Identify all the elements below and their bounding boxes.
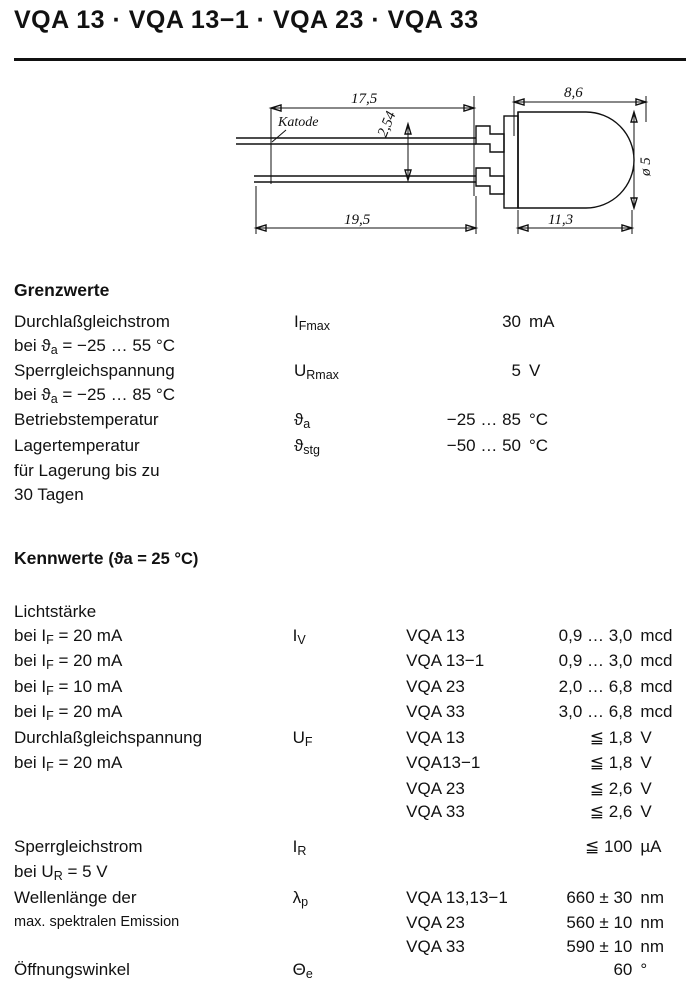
cell-unit: V (640, 753, 652, 772)
table-row (14, 911, 700, 935)
cell-unit: mcd (640, 676, 673, 696)
cell-value: 60 (613, 960, 633, 979)
cell-condition: bei UR = 5 V (14, 862, 108, 883)
table-row (14, 649, 700, 675)
page-title: VQA 13 · VQA 13−1 · VQA 23 · VQA 33 (14, 6, 479, 34)
cell-value: 0,9 … 3,0 (558, 625, 633, 645)
table-row (14, 835, 700, 861)
cell-unit: mcd (640, 702, 673, 721)
cell-condition: bei IF = 10 mA (14, 676, 123, 698)
cell-description: Wellenlänge der (14, 887, 137, 907)
cell-unit: nm (640, 913, 665, 932)
cell-value: ≦ 100 (585, 836, 633, 856)
cell-description: Lichtstärke (14, 602, 97, 621)
cell-description: Sperrgleichspannung (14, 361, 175, 380)
table-row (14, 434, 589, 460)
cell-description: Betriebstemperatur (14, 410, 159, 429)
cell-type: VQA13−1 (406, 753, 481, 772)
cell-value: 0,9 … 3,0 (558, 651, 633, 670)
table-row (14, 800, 700, 824)
table-row (14, 359, 589, 383)
grenzwerte-table (14, 310, 589, 506)
cell-condition: bei IF = 20 mA (14, 625, 123, 647)
cell-unit: mcd (640, 651, 673, 670)
cell-unit: mcd (640, 625, 673, 645)
cell-unit: V (640, 802, 652, 821)
cell-description: Durchlaßgleichstrom (14, 312, 170, 331)
dimension-diameter (631, 112, 637, 208)
cell-value: ≦ 2,6 (589, 778, 633, 798)
dim-top-left-text: 17,5 (351, 91, 378, 107)
cell-condition: bei IF = 20 mA (14, 753, 123, 774)
cell-symbol: URmax (294, 361, 339, 382)
cell-type: VQA 33 (406, 802, 465, 821)
table-row (14, 751, 700, 777)
cell-value: 560 ± 10 (566, 913, 633, 932)
cell-unit: ° (640, 960, 648, 979)
table-row (14, 459, 589, 483)
cell-unit: V (640, 778, 652, 798)
cell-symbol: ϑstg (294, 435, 320, 457)
dim-pitch-text: 2,54 (374, 109, 400, 140)
spacer-row (14, 824, 700, 835)
cell-value: 3,0 … 6,8 (558, 702, 633, 721)
cell-unit: mA (529, 312, 555, 331)
cell-value: −25 … 85 (446, 410, 521, 429)
table-row (14, 886, 700, 912)
dim-bottom-left-text: 19,5 (344, 212, 371, 228)
section-heading-kennwerte (14, 548, 198, 569)
table-row (14, 310, 589, 334)
cell-symbol: IV (292, 625, 306, 647)
cell-description: Öffnungswinkel (14, 960, 130, 979)
table-row (14, 600, 700, 624)
cell-value: ≦ 1,8 (589, 753, 633, 772)
component-outline-drawing (226, 76, 666, 256)
table-row (14, 860, 700, 886)
table-row (14, 958, 700, 984)
cell-value: ≦ 2,6 (589, 802, 633, 821)
cell-value: −50 … 50 (446, 435, 521, 455)
cell-note: für Lagerung bis zu (14, 461, 160, 480)
cell-type: VQA 23 (406, 913, 465, 932)
cell-condition: bei IF = 20 mA (14, 651, 123, 672)
cell-type: VQA 13 (406, 727, 465, 747)
table-row (14, 675, 700, 701)
cell-unit: V (640, 727, 652, 747)
cell-type: VQA 23 (406, 676, 465, 696)
cell-type: VQA 13,13−1 (406, 887, 508, 907)
dimension-pitch (405, 124, 411, 180)
leads (236, 138, 476, 182)
katode-label: Katode (278, 115, 319, 130)
cell-symbol: ϑa (294, 410, 311, 431)
cell-unit: V (529, 361, 541, 380)
kennwerte-condition: (ϑa = 25 °C) (108, 550, 199, 568)
table-row (14, 726, 700, 752)
cell-value: 5 (511, 361, 521, 380)
dim-top-right-text: 8,6 (564, 85, 583, 101)
cell-symbol: UF (292, 727, 313, 749)
cell-symbol: IFmax (294, 312, 330, 333)
led-lens-body (518, 112, 634, 208)
section-heading-grenzwerte: Grenzwerte (14, 280, 110, 300)
lead-frame (476, 116, 518, 208)
kennwerte-label: Kennwerte (14, 548, 104, 568)
cell-description: Durchlaßgleichspannung (14, 727, 203, 747)
cell-description-2: max. spektralen Emission (14, 914, 180, 930)
cell-symbol: Θe (292, 960, 313, 981)
cell-type: VQA 13−1 (406, 651, 485, 670)
cell-type: VQA 33 (406, 702, 465, 721)
cell-note: 30 Tagen (14, 484, 84, 504)
dimension-lines-top (271, 96, 646, 196)
cell-value: 660 ± 30 (566, 887, 633, 907)
table-row (14, 483, 589, 507)
dim-diameter-text: ø 5 (638, 157, 654, 176)
table-row (14, 777, 700, 801)
table-row (14, 624, 700, 650)
cell-value: ≦ 1,8 (589, 727, 633, 747)
cell-type: VQA 23 (406, 778, 465, 798)
cell-symbol: λp (292, 887, 309, 909)
cell-condition: bei ϑa = −25 … 55 °C (14, 335, 176, 357)
table-row (14, 935, 700, 959)
title-divider (14, 58, 686, 61)
cell-unit: °C (529, 410, 549, 429)
cell-value: 590 ± 10 (566, 936, 633, 956)
table-row (14, 408, 589, 434)
dimension-lines-bottom (256, 186, 632, 234)
cell-condition: bei ϑa = −25 … 85 °C (14, 384, 176, 406)
cell-unit: µA (640, 836, 662, 856)
kennwerte-table (14, 600, 700, 984)
cell-unit: °C (529, 435, 549, 455)
cell-symbol: IR (292, 836, 307, 858)
dim-bottom-right-text: 11,3 (548, 212, 574, 228)
cell-type: VQA 33 (406, 936, 465, 956)
cell-unit: nm (640, 936, 665, 956)
cell-description: Sperrgleichstrom (14, 836, 143, 856)
cell-description: Lagertemperatur (14, 435, 140, 455)
cell-unit: nm (640, 887, 665, 907)
cell-condition: bei IF = 20 mA (14, 702, 123, 723)
cell-value: 30 (502, 312, 521, 331)
cell-value: 2,0 … 6,8 (558, 676, 633, 696)
cell-type: VQA 13 (406, 625, 465, 645)
table-row (14, 700, 700, 726)
